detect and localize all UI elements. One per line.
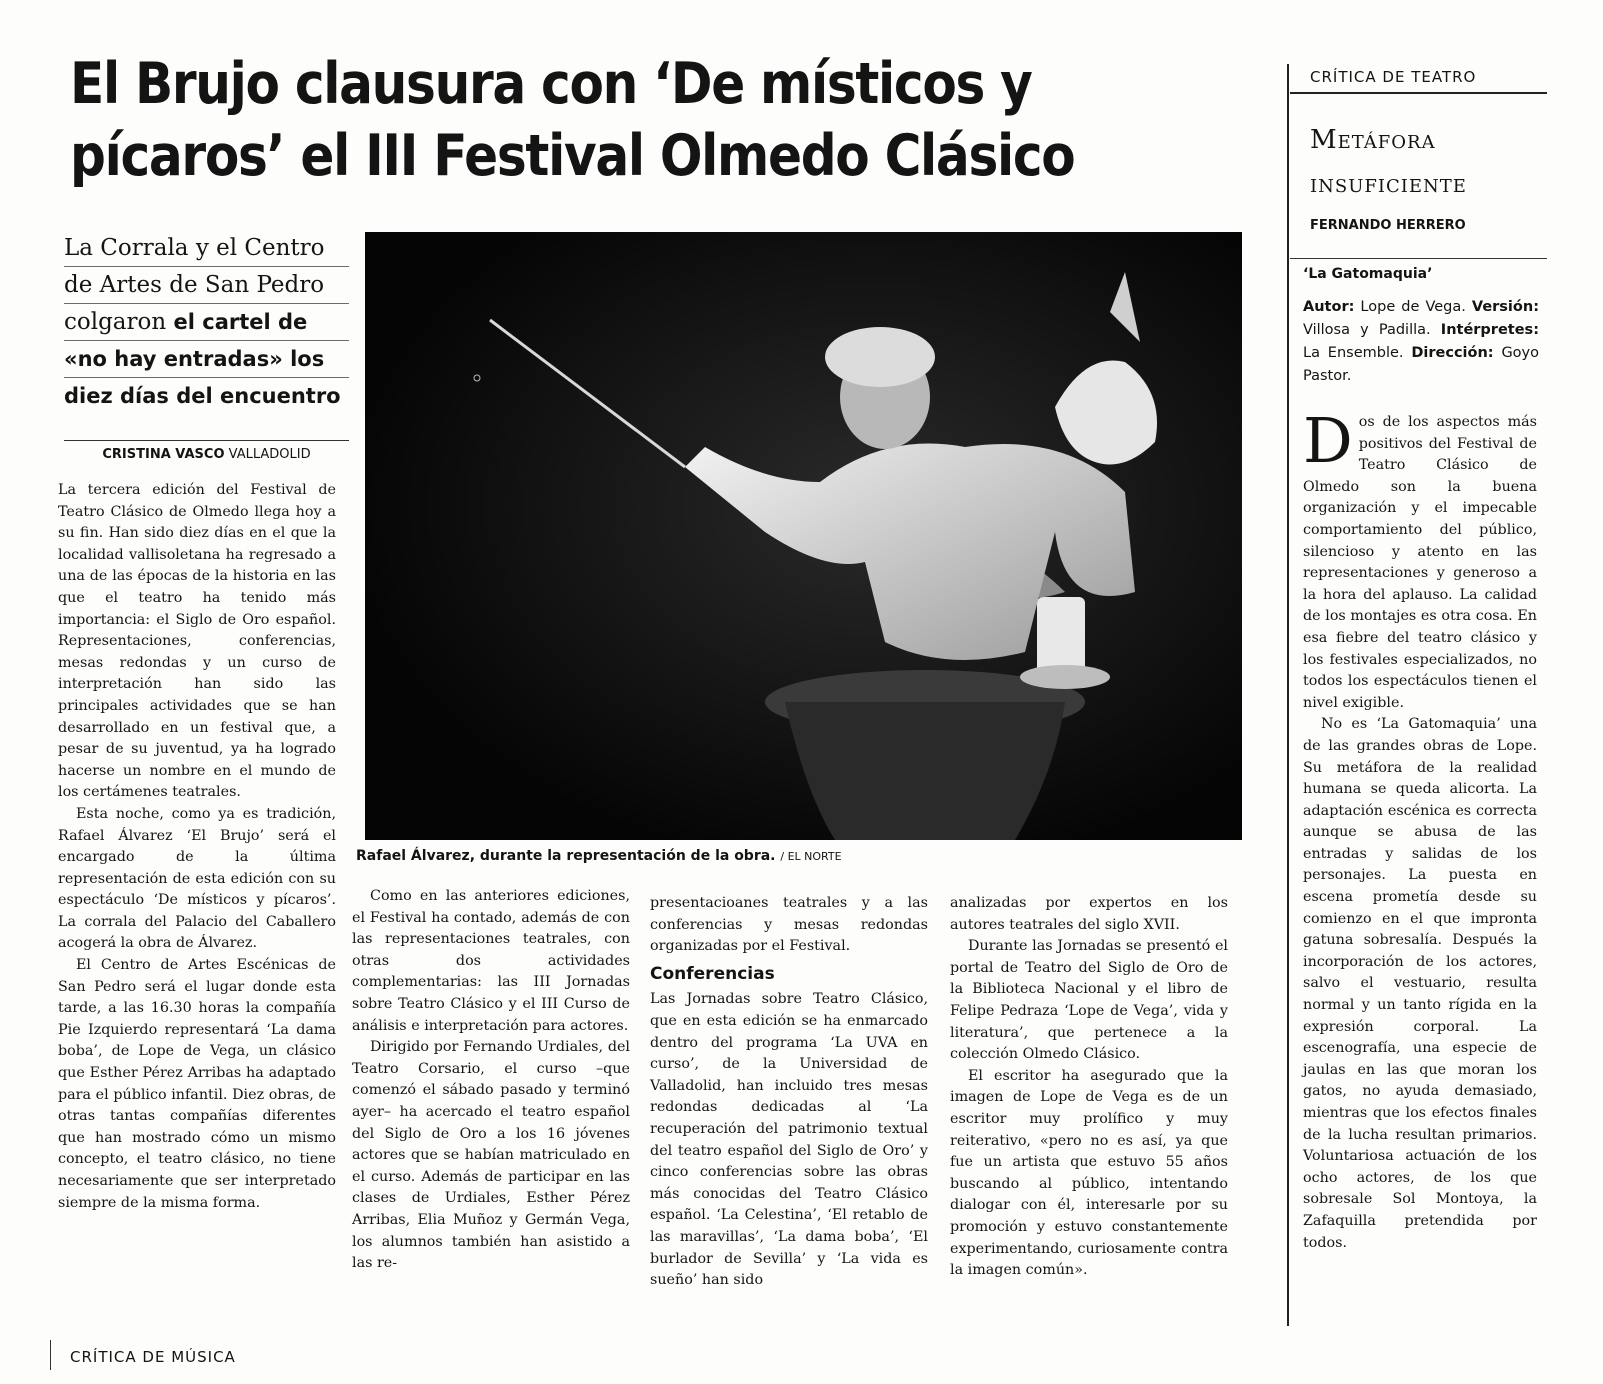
sidebar-section-label: CRÍTICA DE TEATRO <box>1310 68 1477 86</box>
article-column-1 <box>58 480 336 1214</box>
paragraph <box>1303 404 1537 714</box>
deck-bold-text: el cartel de <box>173 310 308 334</box>
paragraph: Las Jornadas sobre Teatro Clásico, que en esta edición se ha enmarcado dentro del programa ‘La UVA en curso’, de la Universidad de Valladolid, han incluido tres mesas redondas dedicadas al ‘La recuperación del patrimonio textual del teatro español del Siglo de Oro’ y cinco conferencias sobre las obras más conocidas del Teatro Clásico español. ‘La Celestina’, ‘El retablo de las maravillas’, ‘La dama boba’, ‘El burlador de Sevilla’ y ‘La vida es sueño’ han sido <box>650 991 928 1289</box>
paragraph: El escritor ha asegurado que la imagen de Lope de Vega es de un escritor muy prolífico y muy reiterativo, «pero no es así, ya que fue un artista que estuvo 55 años buscando al público, intentando dialogar con él, interesarle por su promoción y estuvo constantemente experimentando, curiosamente contra la imagen común». <box>950 1067 1228 1279</box>
caption-text: Rafael Álvarez, durante la representación de la obra. <box>356 848 776 864</box>
play-title: ‘La Gatomaquia’ <box>1303 266 1433 282</box>
sidebar-rule <box>1290 92 1547 94</box>
photo-credit: / EL NORTE <box>780 850 842 863</box>
sidebar-title-line: insuficiente <box>1310 169 1467 199</box>
article-column-2 <box>352 886 630 1275</box>
credit-value: Lope de Vega. <box>1354 299 1472 315</box>
deck-line: La Corrala y el Centro <box>64 230 349 267</box>
sidebar-rule <box>1290 258 1547 259</box>
credit-key: Dirección: <box>1411 345 1494 361</box>
paragraph-text: os de los aspectos más positivos del Festival de Teatro Clásico de Olmedo son la buena organización y el impecable comportamiento del público, silencioso y atento en las representaciones y generoso a la hora del aplauso. La calidad de los montajes es otra cosa. En esa fiebre del teatro clásico y los festivales especializados, no todos los espectáculos tienen el nivel exigible. <box>1303 414 1537 711</box>
credit-key: Intérpretes: <box>1440 322 1539 338</box>
play-credits <box>1303 296 1539 388</box>
deck-line <box>64 341 349 378</box>
paragraph: presentacioanes teatrales y a las conferencias y mesas redondas organizadas por el Festival. <box>650 895 928 955</box>
deck-line: de Artes de San Pedro <box>64 267 349 304</box>
article-column-4 <box>950 893 1228 1282</box>
photo-illustration <box>365 232 1242 840</box>
sidebar-title <box>1310 118 1550 206</box>
paragraph: La tercera edición del Festival de Teatro Clásico de Olmedo llega hoy a su fin. Han sido diez días en el que la localidad vallisoletana ha regresado a una de las épocas de la historia en las que el teatro ha tenido más importancia: el Siglo de Oro español. Representaciones, conferencias, mesas redondas y un curso de interpretación han sido las principales actividades que se han desarrollado en un festival que, a pesar de su juventud, ya ha logrado hacerse un nombre en el mundo de los certámenes teatrales. <box>58 482 336 801</box>
paragraph: Esta noche, como ya es tradición, Rafael Álvarez ‘El Brujo’ será el encargado de la última representación de esta edición con su espectáculo ‘De místicos y pícaros’. La corrala del Palacio del Caballero acogerá la obra de Álvarez. <box>58 805 336 952</box>
credit-value: La Ensemble. <box>1303 345 1412 361</box>
sidebar-author: FERNANDO HERRERO <box>1310 218 1466 233</box>
credit-value: Villosa y Padilla. <box>1303 322 1441 338</box>
bottom-rule <box>50 1340 51 1370</box>
headline-line-2: pícaros’ el III Festival Olmedo Clásico <box>70 123 1075 189</box>
stage-photo <box>365 232 1242 840</box>
sidebar-title-line: Metáfora <box>1310 125 1436 155</box>
credit-key: Versión: <box>1471 299 1539 315</box>
credit-value: Goyo Pastor. <box>1303 345 1540 384</box>
credit-key: Autor: <box>1303 299 1355 315</box>
deck <box>64 230 349 414</box>
byline-place: VALLADOLID <box>228 447 311 462</box>
byline <box>64 440 349 462</box>
byline-author: CRISTINA VASCO <box>102 447 225 462</box>
review-body <box>1303 404 1537 1254</box>
section-subhead: Conferencias <box>650 963 775 984</box>
paragraph: No es ‘La Gatomaquia’ una de las grandes obras de Lope. Su metáfora de la realidad humana se queda alicorta. La adaptación escénica es correcta aunque se abusa de las entradas y salidas de los personajes. La puesta en escena prometía desde su comienzo en el que impronta gatuna sobresalía. Después la incorporación de los actores, salvo el vestuario, resulta normal y un tanto rígida en la expresión corporal. La escenografía, una especie de jaulas en las que moran los gatos, no ayuda demasiado, mientras que los efectos finales de la lucha resultan primarios. Voluntariosa actuación de los ocho actores, de los que sobresale Sol Montoya, la Zafaquilla pretendida por todos. <box>1303 716 1537 1251</box>
headline-line-1: El Brujo clausura con ‘De místicos y <box>70 51 1032 117</box>
paragraph: El Centro de Artes Escénicas de San Pedro será el lugar donde esta tarde, a las 16.30 horas la compañía Pie Izquierdo representará ‘La dama boba’, de Lope de Vega, un clásico que Esther Pérez Arribas ha adaptado para el público infantil. Diez obras, de otras tantas compañías diferentes que han mostrado cómo un mismo concepto, el teatro clásico, no tiene necesariamente que ser interpretado siempre de la misma forma. <box>58 957 336 1211</box>
photo-caption <box>356 848 1256 864</box>
deck-text: colgaron <box>64 309 174 335</box>
deck-bold-text: «no hay entradas» los <box>64 347 325 371</box>
deck-bold-text: diez días del encuentro <box>64 384 341 408</box>
paragraph: Durante las Jornadas se presentó el portal de Teatro del Siglo de Oro de la Biblioteca Nacional y el libro de Felipe Pedraza ‘Lope de Vega’, vida y literatura’, que pertenece a la colección Olmedo Clásico. <box>950 938 1228 1063</box>
paragraph: Dirigido por Fernando Urdiales, del Teatro Corsario, el curso –que comenzó el sábado pasado y terminó ayer– ha acercado el teatro español del Siglo de Oro a los 16 jóvenes actores que se habían matriculado en el curso. Además de participar en las clases de Urdiales, Esther Pérez Arribas, Elia Muñoz y Germán Vega, los alumnos también han asistido a las re- <box>352 1039 630 1272</box>
article-column-3 <box>650 893 928 1292</box>
paragraph: analizadas por expertos en los autores teatrales del siglo XVII. <box>950 895 1228 933</box>
deck-line <box>64 304 349 341</box>
drop-cap: D <box>1303 404 1353 477</box>
headline <box>70 48 1126 192</box>
next-section-label: CRÍTICA DE MÚSICA <box>70 1348 236 1366</box>
deck-line <box>64 378 349 414</box>
paragraph: Como en las anteriores ediciones, el Festival ha contado, además de con las representaciones teatrales, con otras dos actividades complementarias: las III Jornadas sobre Teatro Clásico y el III Curso de análisis e interpretación para actores. <box>352 888 630 1034</box>
